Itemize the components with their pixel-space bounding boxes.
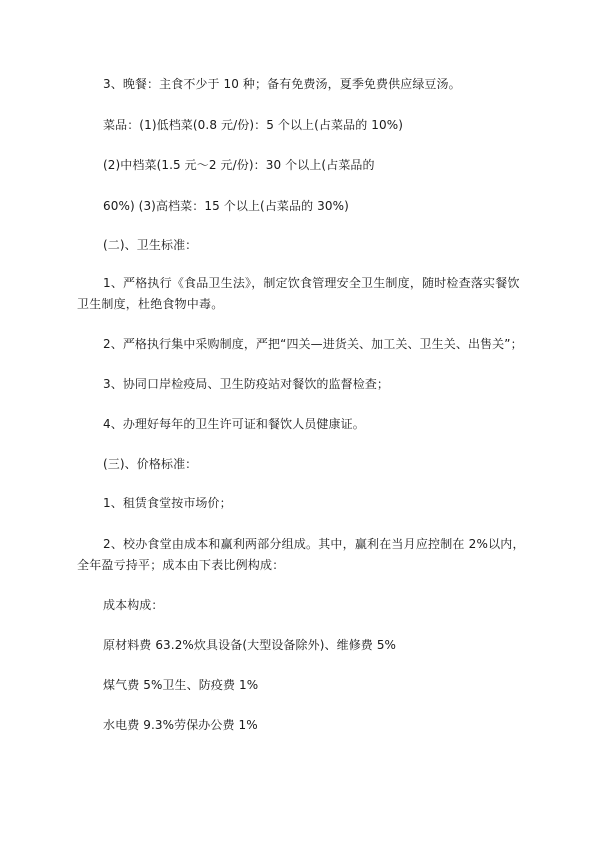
paragraph-price-2: 2、校办食堂由成本和赢利两部分组成。其中，赢利在当月应控制在 2%以内，全年盈亏持平；成本由下表比例构成： [77,537,525,572]
section-heading-hygiene: (二)、卫生标准： [103,238,198,252]
paragraph-dishes-mid: (2)中档菜(1.5 元～2 元/份)：30 个以上(占菜品的 [103,158,375,172]
section-heading-price: (三)、价格标准： [103,457,198,471]
paragraph-hygiene-3: 3、协同口岸检疫局、卫生防疫站对餐饮的监督检查； [103,377,390,391]
paragraph-dinner: 3、晚餐：主食不少于 10 种；备有免费汤，夏季免费供应绿豆汤。 [103,77,461,91]
heading-cost-composition: 成本构成： [103,598,164,612]
cost-line-materials: 原材料费 63.2%炊具设备(大型设备除外)、维修费 5% [103,638,397,652]
cost-line-gas: 煤气费 5%卫生、防疫费 1% [103,678,259,692]
paragraph-hygiene-2: 2、严格执行集中采购制度，严把“四关—进货关、加工关、卫生关、出售关”； [103,337,523,351]
paragraph-price-1: 1、租赁食堂按市场价； [103,496,232,510]
paragraph-hygiene-4: 4、办理好每年的卫生许可证和餐饮人员健康证。 [103,417,365,431]
paragraph-dishes-low: 菜品：(1)低档菜(0.8 元/份)：5 个以上(占菜品的 10%) [103,118,404,132]
cost-line-utilities: 水电费 9.3%劳保办公费 1% [103,718,258,732]
paragraph-dishes-high: 60%) (3)高档菜：15 个以上(占菜品的 30%) [103,199,349,213]
paragraph-hygiene-1: 1、严格执行《食品卫生法》，制定饮食管理安全卫生制度，随时检查落实餐饮卫生制度，杜绝食物中毒。 [77,276,520,311]
